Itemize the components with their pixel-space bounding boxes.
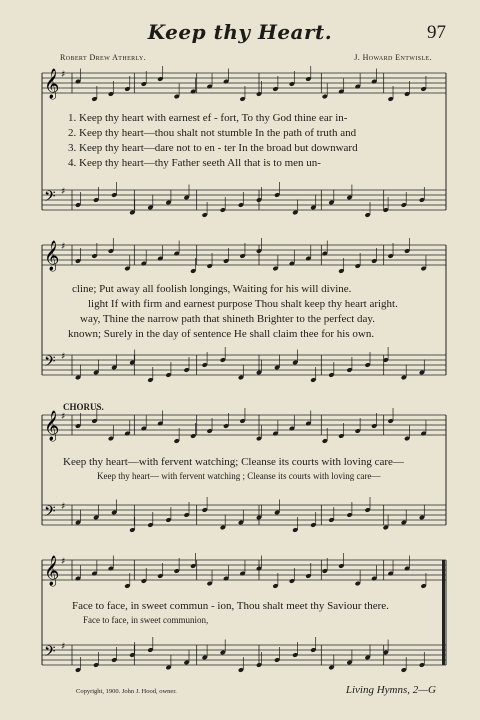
verse-1-line-1: 1. Keep thy heart with earnest ef - fort, To thy God thine ear in- [68, 112, 348, 124]
treble-clef-icon: 𝄞 [44, 411, 60, 441]
hymn-title: Keep thy Heart. [147, 20, 333, 44]
final-barline [442, 560, 445, 665]
treble-clef-icon: 𝄞 [44, 69, 60, 99]
chorus-bass-text: Keep thy heart— with fervent watching ; Cleanse its courts with loving care— [97, 471, 381, 481]
treble-clef-icon: 𝄞 [44, 556, 60, 586]
chorus-label: CHORUS. [63, 402, 104, 412]
verse-3-line-1: 3. Keep thy heart—dare not to en - ter In the broad but downward [68, 142, 358, 154]
final-soprano-text: Face to face, in sweet commun - ion, Thou shalt meet thy Saviour there. [72, 600, 389, 612]
bass-clef-icon: 𝄢 [44, 643, 56, 664]
lyricist-credit: Robert Drew Atherly. [60, 53, 147, 62]
key-signature-sharp-icon: ♯ [61, 502, 66, 512]
key-signature-sharp-icon: ♯ [61, 642, 66, 652]
book-reference: Living Hymns, 2—G [345, 684, 436, 696]
final-bass-text: Face to face, in sweet communion, [83, 615, 209, 625]
bass-clef-icon: 𝄢 [44, 188, 56, 209]
bass-clef-icon: 𝄢 [44, 503, 56, 524]
verse-4-line-1: 4. Keep thy heart—thy Father seeth All that is to men un- [68, 157, 321, 169]
composer-credit: J. Howard Entwisle. [354, 53, 432, 62]
key-signature-sharp-icon: ♯ [61, 242, 66, 252]
page-number: 97 [427, 22, 446, 43]
verse-1-line-2: cline; Put away all foolish longings, Waiting for his will divine. [72, 283, 352, 295]
key-signature-sharp-icon: ♯ [61, 557, 66, 567]
key-signature-sharp-icon: ♯ [61, 70, 66, 80]
verse-3-line-2: way, Thine the narrow path that shineth Brighter to the perfect day. [80, 313, 375, 325]
verse-2-line-1: 2. Keep thy heart—thou shalt not stumble In the path of truth and [68, 127, 357, 139]
chorus-soprano-text: Keep thy heart—with fervent watching; Cleanse its courts with loving care— [63, 456, 404, 468]
verse-4-line-2: known; Surely in the day of sentence He shall claim thee for his own. [68, 328, 375, 340]
bass-clef-icon: 𝄢 [44, 353, 56, 374]
verse-2-line-2: light If with firm and earnest purpose Thou shalt keep thy heart aright. [88, 298, 398, 310]
key-signature-sharp-icon: ♯ [61, 352, 66, 362]
key-signature-sharp-icon: ♯ [61, 412, 66, 422]
copyright-notice: Copyright, 1900. John J. Hood, owner. [76, 688, 177, 695]
key-signature-sharp-icon: ♯ [61, 187, 66, 197]
treble-clef-icon: 𝄞 [44, 241, 60, 271]
